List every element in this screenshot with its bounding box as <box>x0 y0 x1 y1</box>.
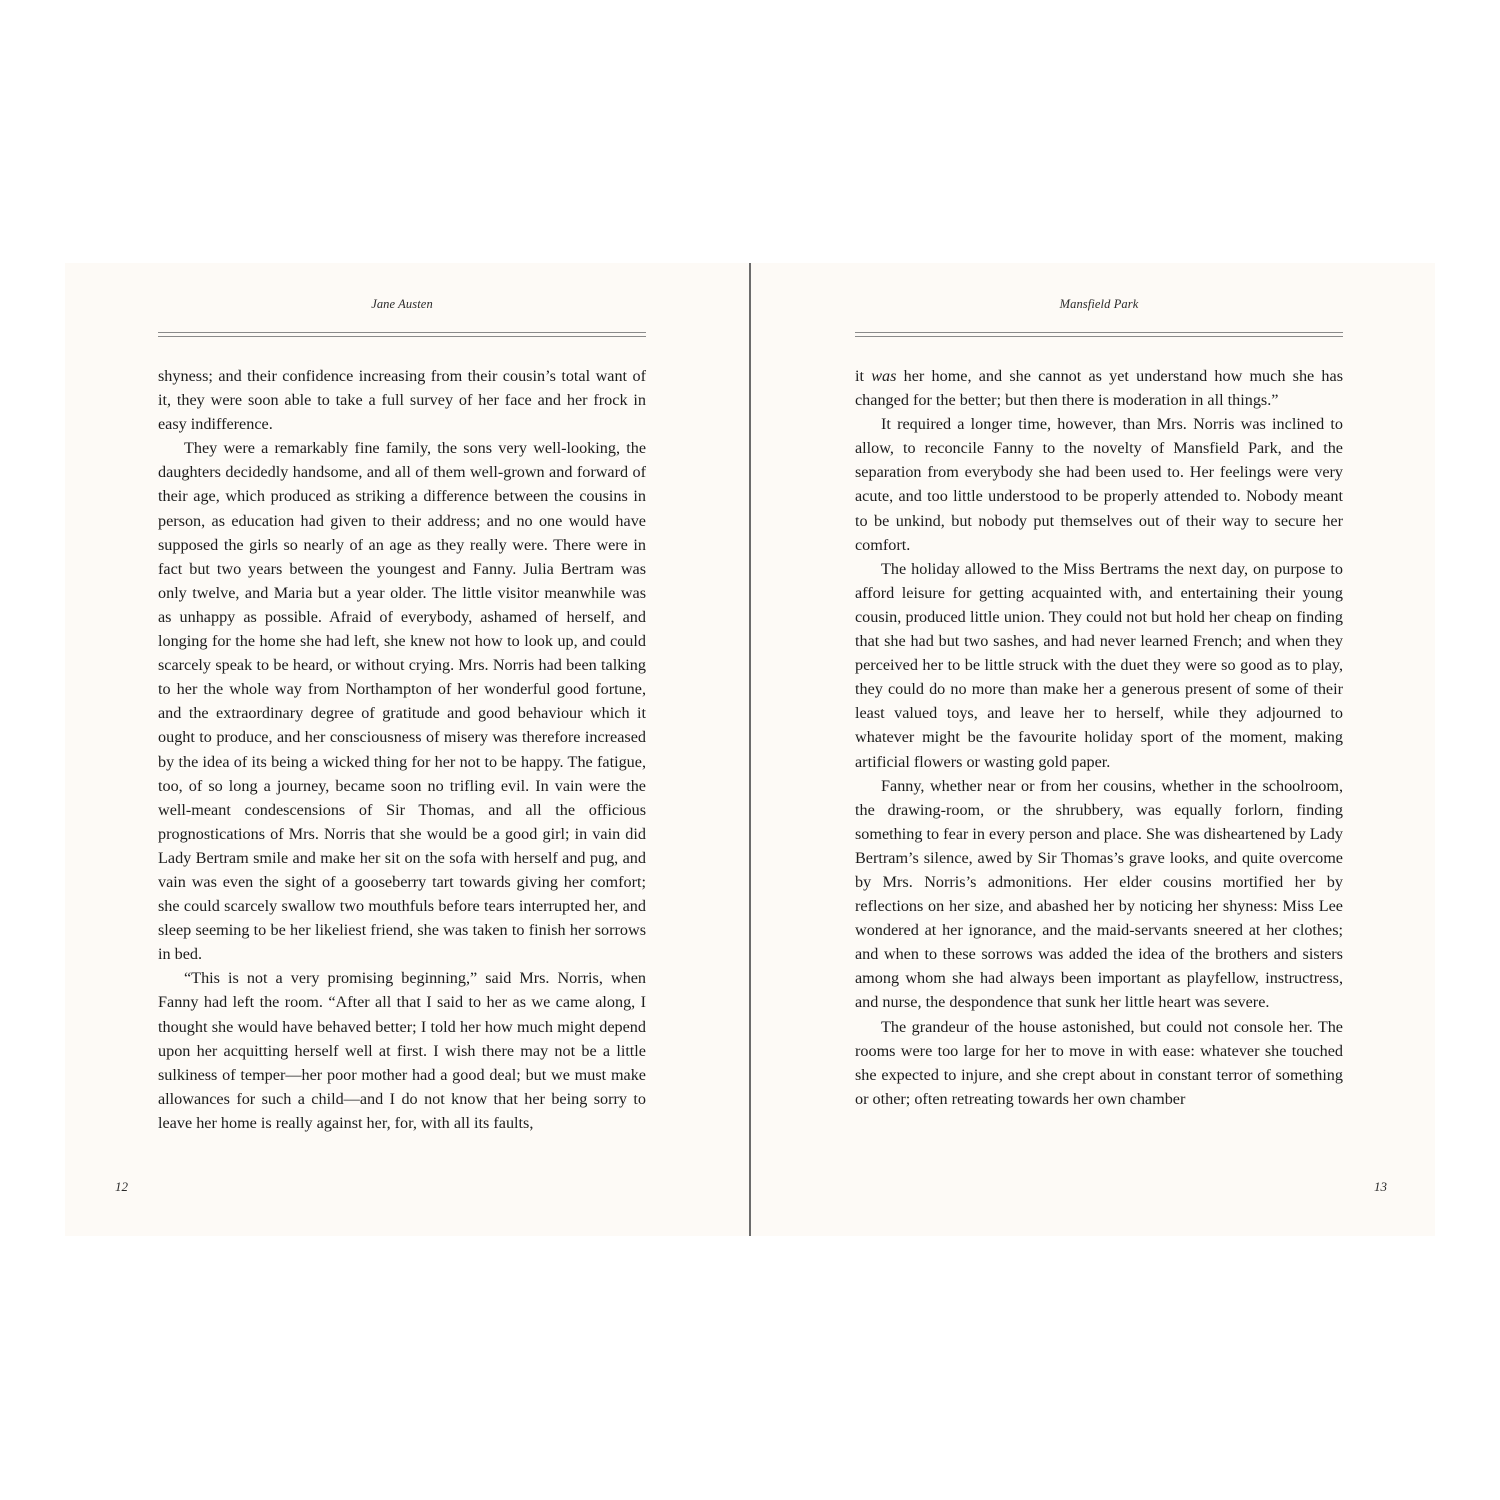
emphasis: was <box>871 367 897 385</box>
left-page <box>65 263 749 1236</box>
paragraph-continued <box>855 364 1343 412</box>
header-rule <box>855 332 1343 337</box>
running-head-title: Mansfield Park <box>1059 297 1139 311</box>
page-body <box>158 364 646 1135</box>
header-rule <box>158 332 646 337</box>
paragraph: Fanny, whether near or from her cousins, whether in the schoolroom, the drawing-room, or the shrubbery, was equally forlorn, finding something to fear in every person and place. She was disheartened by Lady Bertram’s silence, awed by Sir Thomas’s grave looks, and quite overcome by Mrs. Norris’s admonitions. Her elder cousins mortified her by reflections on her size, and abashed her by noticing her shyness: Miss Lee wondered at her ignorance, and the maid-servants sneered at her clothes; and when to these sorrows was added the idea of the brothers and sisters among whom she had always been important as playfellow, instructress, and nurse, the despondence that sunk her little heart was severe. <box>855 776 1343 1012</box>
text-run: it <box>855 367 872 385</box>
paragraph: The grandeur of the house astonished, but could not console her. The rooms were too large for her to move in with ease: whatever she touched she expected to injure, and she crept about in constant terror of something or other; often retreating towards her own chamber <box>855 1017 1343 1108</box>
paragraph: shyness; and their confidence increasing from their cousin’s total want of it, they were soon able to take a full survey of her face and her frock in easy indifference. <box>158 367 646 434</box>
page-number: 12 <box>115 1179 128 1194</box>
running-head-author: Jane Austen <box>371 297 433 311</box>
paragraph: “This is not a very promising beginning,” said Mrs. Norris, when Fanny had left the room. “After all that I said to her as we came along, I thought she would have behaved better; I told her how much might depend upon her acquitting herself well at first. I wish there may not be a little sulkiness of temper—her poor mother had a good deal; but we must make allowances for such a child—and I do not know that her being sorry to leave her home is really against her, for, with all its faults, <box>158 969 646 1132</box>
page-number: 13 <box>1374 1179 1387 1194</box>
right-page <box>751 263 1435 1236</box>
book-spread <box>65 263 1435 1236</box>
text-run: her home, and she cannot as yet understand how much she has changed for the better; but then there is moderation in all things.” <box>855 367 1344 410</box>
page-body <box>855 364 1343 1111</box>
paragraph: It required a longer time, however, than Mrs. Norris was inclined to allow, to reconcile Fanny to the novelty of Mansfield Park, and the separation from everybody she had been used to. Her feelings were very acute, and too little understood to be properly attended to. Nobody meant to be unkind, but nobody put themselves out of their way to secure her comfort. <box>855 415 1343 554</box>
paragraph: They were a remarkably fine family, the sons very well-looking, the daughters decidedly handsome, and all of them well-grown and forward of their age, which produced as striking a difference between the cousins in person, as education had given to their address; and no one would have supposed the girls so nearly of an age as they really were. There were in fact but two years between the youngest and Fanny. Julia Bertram was only twelve, and Maria but a year older. The little visitor meanwhile was as unhappy as possible. Afraid of everybody, ashamed of herself, and longing for the home she had left, she knew not how to look up, and could scarcely speak to be heard, or without crying. Mrs. Norris had been talking to her the whole way from Northampton of her wonderful good fortune, and the extraordinary degree of gratitude and good behaviour which it ought to produce, and her consciousness of misery was therefore increased by the idea of its being a wicked thing for her not to be happy. The fatigue, too, of so long a journey, became soon no trifling evil. In vain were the well-meant condescensions of Sir Thomas, and all the officious prognostications of Mrs. Norris that she would be a good girl; in vain did Lady Bertram smile and make her sit on the sofa with herself and pug, and vain was even the sight of a gooseberry tart towards giving her comfort; she could scarcely swallow two mouthfuls before tears interrupted her, and sleep seeming to be her likeliest friend, she was taken to finish her sorrows in bed. <box>158 439 646 964</box>
paragraph: The holiday allowed to the Miss Bertrams the next day, on purpose to afford leisure for getting acquainted with, and entertaining their young cousin, produced little union. They could not but hold her cheap on finding that she had but two sashes, and had never learned French; and when they perceived her to be little struck with the duet they were so good as to play, they could do no more than make her a generous present of some of their least valued toys, and leave her to herself, while they adjourned to whatever might be the favourite holiday sport of the moment, making artificial flowers or wasting gold paper. <box>855 559 1343 771</box>
